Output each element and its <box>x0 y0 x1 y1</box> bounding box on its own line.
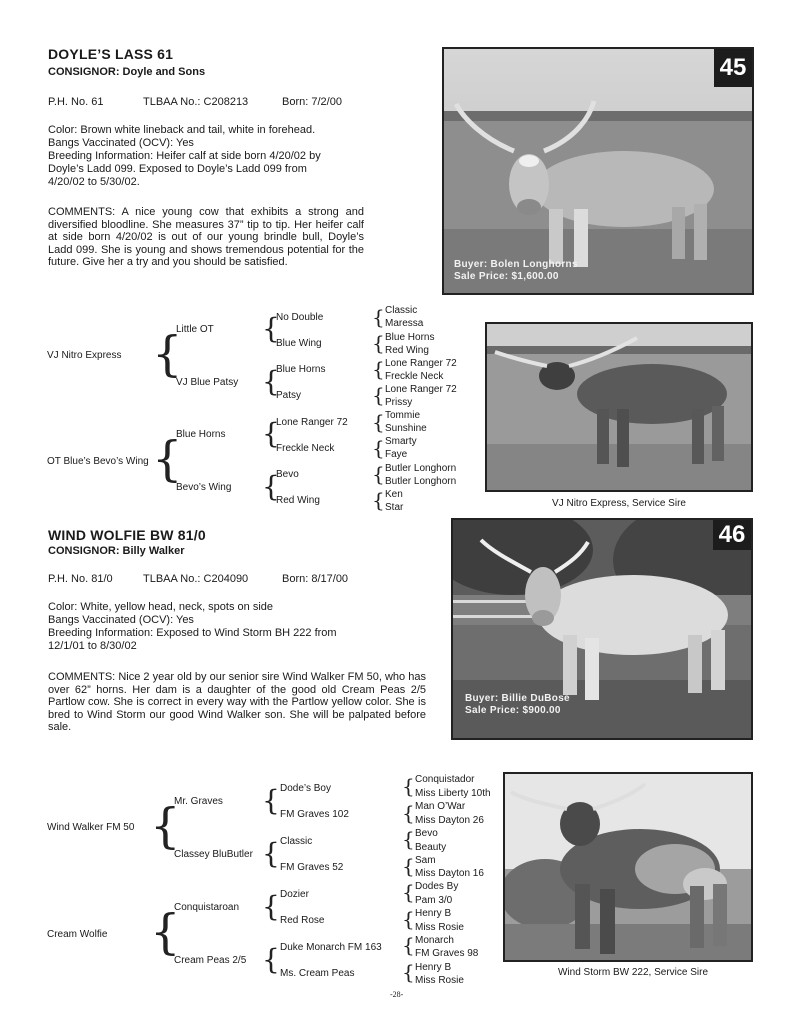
pedigree-sire: Wind Walker FM 50 <box>47 822 135 833</box>
lot46-detail-line: 12/1/01 to 8/30/02 <box>48 640 137 652</box>
pedigree-gen3: Duke Monarch FM 163 <box>280 942 382 953</box>
lot45-detail-line: Doyle’s Ladd 099. Exposed to Doyle’s Ladd 099 from <box>48 163 307 175</box>
pedigree-gen4: Blue Horns <box>385 332 435 343</box>
lot45-tlbaa-no: TLBAA No.: C208213 <box>143 96 249 108</box>
lot45-detail-line: 4/20/02 to 5/30/02. <box>48 176 140 188</box>
pedigree-gen4: Pam 3/0 <box>415 895 453 906</box>
pedigree-brace: { <box>372 462 385 486</box>
lot45-sale-price: Sale Price: $1,600.00 <box>454 271 559 282</box>
pedigree-gen4: Smarty <box>385 436 417 447</box>
pedigree-gen4: Henry B <box>415 962 452 973</box>
pedigree-brace: { <box>402 933 415 957</box>
pedigree-gen4: Miss Dayton 26 <box>415 815 484 826</box>
pedigree-gen2: VJ Blue Patsy <box>176 377 239 388</box>
pedigree-gen2: Cream Peas 2/5 <box>174 955 247 966</box>
pedigree-gen3: Dode’s Boy <box>280 783 331 794</box>
pedigree-sire: VJ Nitro Express <box>47 350 122 361</box>
pedigree-gen2: Blue Horns <box>176 429 226 440</box>
lot46-details <box>48 601 408 653</box>
pedigree-brace: { <box>262 312 280 345</box>
pedigree-brace: { <box>402 827 415 851</box>
pedigree-gen3: Dozier <box>280 889 309 900</box>
pedigree-gen3: Blue Wing <box>276 338 322 349</box>
pedigree-brace: { <box>372 305 385 329</box>
pedigree-gen2: Mr. Graves <box>174 796 223 807</box>
lot45-title: DOYLE’S LASS 61 <box>48 46 174 62</box>
pedigree-dam: OT Blue’s Bevo’s Wing <box>47 456 149 467</box>
lot46-sire-caption: Wind Storm BW 222, Service Sire <box>557 967 709 978</box>
pedigree-brace: { <box>372 331 385 355</box>
pedigree-gen3: Blue Horns <box>276 364 326 375</box>
lot45-sire-caption: VJ Nitro Express, Service Sire <box>552 498 686 509</box>
lot46-detail-line: Bangs Vaccinated (OCV): Yes <box>48 614 194 626</box>
pedigree-gen2: Bevo’s Wing <box>176 482 232 493</box>
lot46-title: WIND WOLFIE BW 81/0 <box>48 527 206 543</box>
lot46-buyer: Buyer: Billie DuBose <box>465 693 570 704</box>
lot45-comments: COMMENTS: A nice young cow that exhibits a strong and diversified bloodline. She measures 37” tip to tip. Her heifer calf at side born 4/20/02 is out of our young brindle bull, Doyle’s Ladd 099. She is young and shows tremendous potential for the future. Give her a try and you should be satisfied. <box>48 206 364 269</box>
pedigree-dam: Cream Wolfie <box>47 929 108 940</box>
pedigree-gen2: Little OT <box>176 324 214 335</box>
pedigree-brace: { <box>262 417 280 450</box>
lot46-born: Born: 8/17/00 <box>282 573 349 585</box>
pedigree-gen4: Miss Liberty 10th <box>415 788 491 799</box>
pedigree-gen4: FM Graves 98 <box>415 948 479 959</box>
pedigree-gen4: Ken <box>385 489 403 500</box>
lot45-detail-line: Breeding Information: Heifer calf at side born 4/20/02 by <box>48 150 321 162</box>
lot46-consignor: CONSIGNOR: Billy Walker <box>48 545 185 557</box>
pedigree-gen4: Beauty <box>415 842 447 853</box>
lot46-lot-number: 46 <box>713 520 751 550</box>
pedigree-gen3: Ms. Cream Peas <box>280 968 355 979</box>
pedigree-brace: { <box>372 410 385 434</box>
pedigree-brace: { <box>372 436 385 460</box>
pedigree-gen4: Butler Longhorn <box>385 463 457 474</box>
pedigree-brace: { <box>402 880 415 904</box>
pedigree-brace: { <box>372 488 385 512</box>
pedigree-gen4: Henry B <box>415 908 452 919</box>
lot45-lot-number: 45 <box>714 49 752 87</box>
lot45-detail-line: Bangs Vaccinated (OCV): Yes <box>48 137 194 149</box>
lot46-sire-photo <box>503 772 753 962</box>
pedigree-gen3: Classic <box>280 836 313 847</box>
pedigree-brace: { <box>262 784 280 817</box>
lot45-buyer: Buyer: Bolen Longhorns <box>454 259 578 270</box>
pedigree-brace: { <box>372 383 385 407</box>
pedigree-brace: { <box>152 431 183 487</box>
pedigree-brace: { <box>150 798 181 854</box>
pedigree-brace: { <box>262 837 280 870</box>
pedigree-gen4: Sam <box>415 855 436 866</box>
pedigree-brace: { <box>262 470 280 503</box>
lot46-tlbaa-no: TLBAA No.: C204090 <box>143 573 249 585</box>
lot45-sire-photo <box>485 322 753 492</box>
pedigree-gen4: Classic <box>385 305 418 316</box>
pedigree-gen4: Conquistador <box>415 774 475 785</box>
lot46-sale-price: Sale Price: $900.00 <box>465 705 561 716</box>
lot46-sire-photo-image <box>505 774 751 960</box>
lot46-comments: COMMENTS: Nice 2 year old by our senior sire Wind Walker FM 50, who has over 62” horns. Her dam is a daughter of the good old Cream Peas 2/5 Partlow cow. She is correct in every way with the Partlow yellow color. She is bred to Wind Storm our good Wind Walker son. She will be palpated before sale. <box>48 671 426 734</box>
pedigree-gen4: Star <box>385 502 404 513</box>
pedigree-gen4: Lone Ranger 72 <box>385 358 457 369</box>
pedigree-gen4: Sunshine <box>385 423 427 434</box>
lot45-ph-no: P.H. No. 61 <box>48 96 104 108</box>
pedigree-gen3: Red Rose <box>280 915 325 926</box>
pedigree-brace: { <box>402 960 415 984</box>
pedigree-brace: { <box>402 854 415 878</box>
pedigree-gen2: Conquistaroan <box>174 902 240 913</box>
lot45-photo-image <box>444 49 752 293</box>
pedigree-gen3: Lone Ranger 72 <box>276 417 348 428</box>
pedigree-gen3: No Double <box>276 312 324 323</box>
pedigree-gen3: FM Graves 102 <box>280 809 349 820</box>
lot45-consignor: CONSIGNOR: Doyle and Sons <box>48 66 206 78</box>
pedigree-brace: { <box>262 365 280 398</box>
lot46-detail-line: Breeding Information: Exposed to Wind Storm BH 222 from <box>48 627 337 639</box>
pedigree-gen4: Lone Ranger 72 <box>385 384 457 395</box>
lot45-detail-line: Color: Brown white lineback and tail, white in forehead. <box>48 124 316 136</box>
lot45-photo <box>442 47 754 295</box>
pedigree-gen4: Faye <box>385 449 408 460</box>
pedigree-gen2: Classey BluButler <box>174 849 253 860</box>
pedigree-gen4: Red Wing <box>385 345 429 356</box>
pedigree-gen4: Miss Rosie <box>415 975 464 986</box>
lot46-detail-line: Color: White, yellow head, neck, spots on side <box>48 601 274 613</box>
pedigree-brace: { <box>402 801 415 825</box>
pedigree-brace: { <box>262 890 280 923</box>
page-number: -28- <box>390 990 404 999</box>
pedigree-gen4: Monarch <box>415 935 454 946</box>
pedigree-gen3: Bevo <box>276 469 299 480</box>
pedigree-gen3: Red Wing <box>276 495 320 506</box>
pedigree-gen4: Prissy <box>385 397 413 408</box>
pedigree-brace: { <box>402 774 415 798</box>
pedigree-gen3: Patsy <box>276 390 302 401</box>
pedigree-gen4: Miss Dayton 16 <box>415 868 484 879</box>
pedigree-brace: { <box>402 907 415 931</box>
pedigree-gen4: Tommie <box>385 410 421 421</box>
pedigree-gen4: Freckle Neck <box>385 371 444 382</box>
pedigree-gen3: Freckle Neck <box>276 443 335 454</box>
lot46-ph-no: P.H. No. 81/0 <box>48 573 113 585</box>
pedigree-gen4: Butler Longhorn <box>385 476 457 487</box>
pedigree-brace: { <box>150 904 181 960</box>
pedigree-gen4: Maressa <box>385 318 424 329</box>
pedigree-brace: { <box>372 357 385 381</box>
pedigree-gen3: FM Graves 52 <box>280 862 344 873</box>
lot45-born: Born: 7/2/00 <box>282 96 342 108</box>
lot45-details <box>48 124 368 189</box>
pedigree-gen4: Miss Rosie <box>415 922 464 933</box>
pedigree-gen4: Man O’War <box>415 801 466 812</box>
pedigree-gen4: Bevo <box>415 828 438 839</box>
pedigree-brace: { <box>262 943 280 976</box>
pedigree-brace: { <box>152 326 183 382</box>
pedigree-gen4: Dodes By <box>415 881 459 892</box>
lot45-sire-photo-image <box>487 324 751 490</box>
